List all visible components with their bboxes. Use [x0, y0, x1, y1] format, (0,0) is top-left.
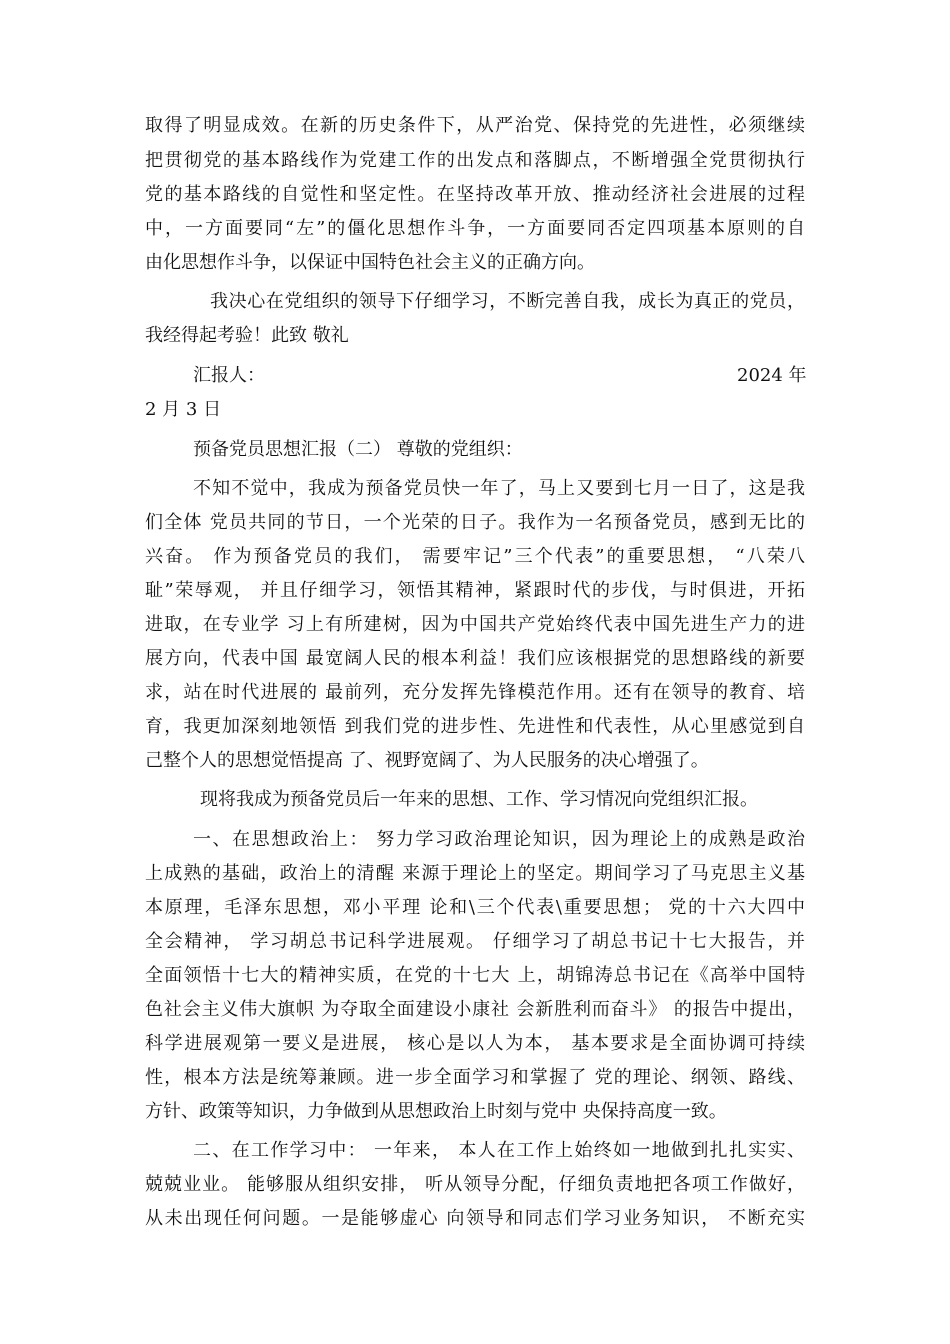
text-line: 取得了明显成效。在新的历史条件下，从严治党、保持党的先进性，必须继续 [145, 115, 805, 136]
text-line: 展方向，代表中国 最宽阔人民的根本利益！我们应该根据党的思想路线的新要 [145, 648, 805, 669]
text-line: 党的基本路线的自觉性和坚定性。在坚持改革开放、推动经济社会进展的过程 [145, 184, 805, 205]
text-line: 方针、政策等知识，力争做到从思想政治上时刻与党中 央保持高度一致。 [145, 1101, 727, 1122]
text-line: 耻”荣辱观， 并且仔细学习，领悟其精神，紧跟时代的步伐，与时俱进，开拓 [145, 580, 805, 601]
section-heading-line: 二、在工作学习中： 一年来， 本人在工作上始终如一地做到扎扎实实、 [193, 1140, 805, 1161]
text-line: 不知不觉中，我成为预备党员快一年了，马上又要到七月一日了，这是我 [193, 478, 805, 499]
text-line: 上成熟的基础，政治上的清醒 来源于理论上的坚定。期间学习了马克思主义基 [145, 863, 805, 884]
text-line: 由化思想作斗争，以保证中国特色社会主义的正确方向。 [145, 252, 595, 273]
date-year: 2024 年 [737, 365, 807, 386]
text-line: 进取，在专业学 习上有所建树，因为中国共产党始终代表中国先进生产力的进 [145, 614, 805, 635]
text-line: 育，我更加深刻地领悟 到我们党的进步性、先进性和代表性，从心里感觉到自 [145, 716, 805, 737]
text-line: 兢兢业业。 能够服从组织安排， 听从领导分配，仔细负责地把各项工作做好， [145, 1174, 805, 1195]
text-line: 从未出现任何问题。一是能够虚心 向领导和同志们学习业务知识， 不断充实 [145, 1208, 805, 1229]
text-line: 求，站在时代进展的 最前列，充分发挥先锋模范作用。还有在领导的教育、培 [145, 682, 805, 703]
text-line: 色社会主义伟大旗帜 为夺取全面建设小康社 会新胜利而奋斗》 的报告中提出， [145, 999, 805, 1020]
section-heading-line: 一、在思想政治上： 努力学习政治理论知识，因为理论上的成熟是政治 [193, 829, 805, 850]
text-line: 中，一方面要同“左”的僵化思想作斗争，一方面要同否定四项基本原则的自 [145, 218, 805, 239]
text-line: 把贯彻党的基本路线作为党建工作的出发点和落脚点，不断增强全党贯彻执行 [145, 150, 805, 171]
text-line: 们全体 党员共同的节日，一个光荣的日子。我作为一名预备党员，感到无比的 [145, 512, 805, 533]
text-line: 全面领悟十七大的精神实质，在党的十七大 上，胡锦涛总书记在《高举中国特 [145, 965, 805, 986]
text-line: 我决心在党组织的领导下仔细学习，不断完善自我，成长为真正的党员， [210, 291, 805, 312]
text-line: 己整个人的思想觉悟提高 了、视野宽阔了、为人民服务的决心增强了。 [145, 750, 709, 771]
date-month-day: 2 月 3 日 [145, 399, 222, 420]
reporter-label: 汇报人： [193, 365, 265, 386]
text-line: 我经得起考验！此致 敬礼 [145, 325, 349, 346]
text-line: 科学进展观第一要义是进展， 核心是以人为本， 基本要求是全面协调可持续 [145, 1033, 805, 1054]
text-line: 本原理，毛泽东思想，邓小平理 论和\三个代表\重要思想； 党的十六大四中 [145, 897, 805, 918]
text-line: 性，根本方法是统筹兼顾。进一步全面学习和掌握了 党的理论、纲领、路线、 [145, 1067, 805, 1088]
text-line: 全会精神， 学习胡总书记科学进展观。 仔细学习了胡总书记十七大报告，并 [145, 931, 805, 952]
report-heading: 预备党员思想汇报（二） 尊敬的党组织： [193, 439, 523, 460]
text-line: 现将我成为预备党员后一年来的思想、工作、学习情况向党组织汇报。 [200, 789, 758, 810]
text-line: 兴奋。 作为预备党员的我们， 需要牢记”三个代表”的重要思想， “八荣八 [145, 546, 805, 567]
